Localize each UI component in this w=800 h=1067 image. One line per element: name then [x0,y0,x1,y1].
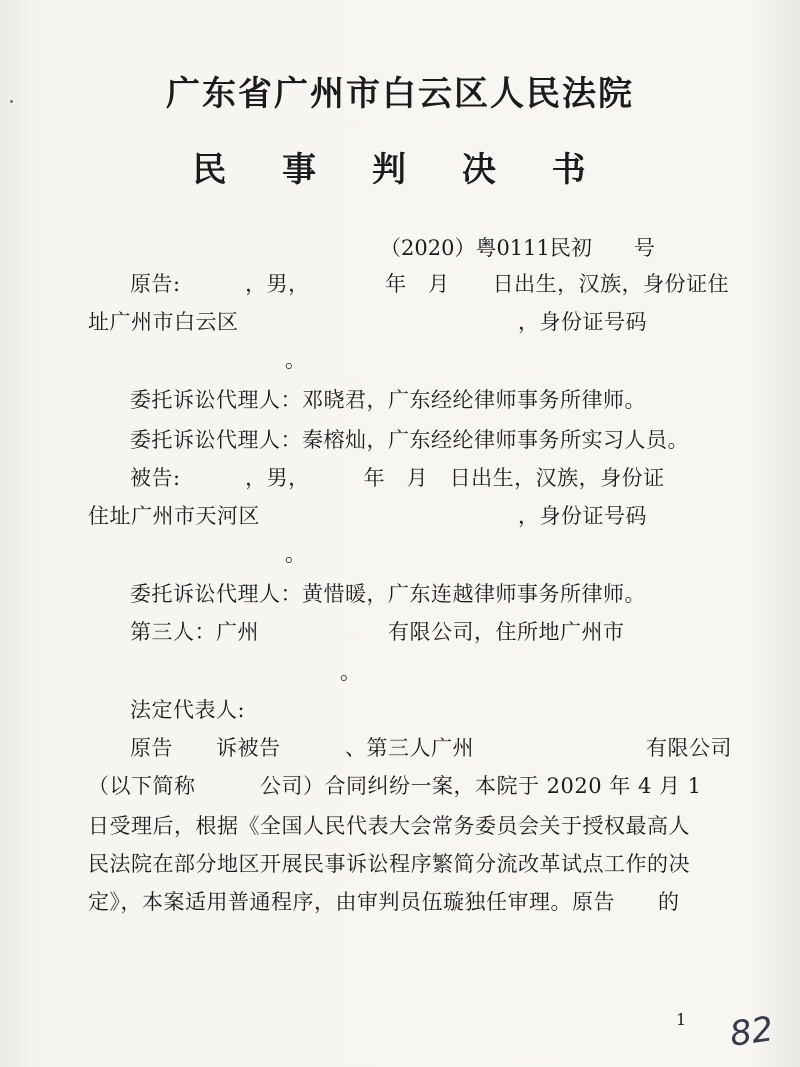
body-line-1: 原告 诉被告 、第三人广州 有限公司 [130,736,732,760]
body-line-3: 日受理后，根据《全国人民代表大会常务委员会关于授权最高人 [88,814,690,838]
plaintiff-line-1: 原告: ，男， 年 月 日出生，汉族，身份证住 [130,272,730,296]
page-number: 1 [676,1010,687,1029]
defendant-line-1: 被告: ，男， 年 月 日出生，汉族，身份证 [130,466,665,490]
third-party-line-2: 。 [340,660,362,684]
defendant-agent: 委托诉讼代理人：黄惜暖，广东连越律师事务所律师。 [130,582,646,606]
handwritten-page-mark: 82 [727,1009,776,1055]
case-number: （2020）粤0111民初 号 [380,236,655,260]
third-party-line-1: 第三人：广州 有限公司，住所地广州市 [130,620,625,644]
plaintiff-agent-2: 委托诉讼代理人：秦榕灿，广东经纶律师事务所实习人员。 [130,428,689,452]
body-line-4: 民法院在部分地区开展民事诉讼程序繁简分流改革试点工作的决 [88,852,690,876]
body-line-5: 定》，本案适用普通程序，由审判员伍璇独任审理。原告 的 [88,890,680,914]
legal-representative: 法定代表人: [130,698,246,722]
plaintiff-line-3: 。 [285,348,307,372]
court-title: 广东省广州市白云区人民法院 [166,74,634,114]
defendant-line-2: 住址广州市天河区 ，身份证号码 [88,504,647,528]
plaintiff-agent-1: 委托诉讼代理人：邓晓君，广东经纶律师事务所律师。 [130,388,646,412]
document-title: 民 事 判 决 书 [192,150,608,190]
defendant-line-3: 。 [285,542,307,566]
plaintiff-line-2: 址广州市白云区 ，身份证号码 [88,310,647,334]
body-line-2: （以下简称 公司）合同纠纷一案，本院于 2020 年 4 月 1 [88,774,702,798]
